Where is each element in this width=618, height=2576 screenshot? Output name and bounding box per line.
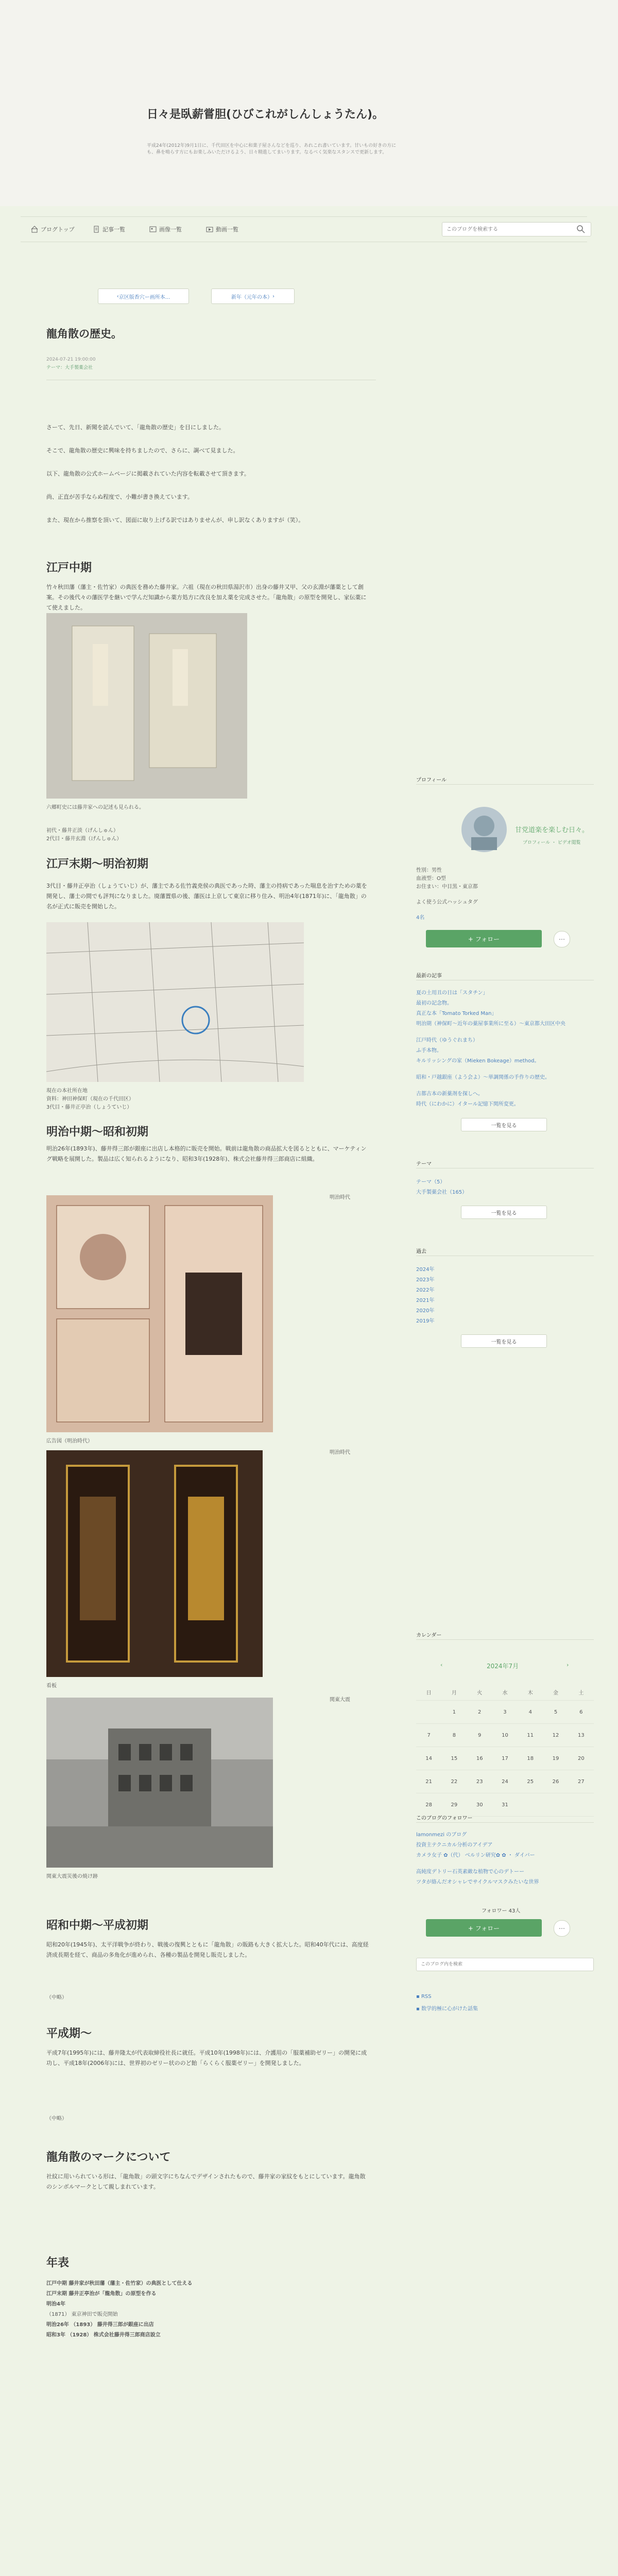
section-text: 社紋に用いられている形は、「龍角散」の頭文字にちなんでデザインされたもので、藤井家の家紋をもとにしています。龍角散のシンボルマークとして親しまれています。	[46, 2173, 366, 2190]
recent-post-link[interactable]: 夏の土用丑の日は「スタチン」	[416, 990, 488, 996]
blog-info-link[interactable]	[416, 2004, 478, 2012]
archive-year[interactable]: 2020年	[416, 1308, 435, 1314]
section-text: 3代目・藤井正亭治（しょうていじ）が、藩主である佐竹義尭侯の典医であった時、藩主の持病であった喘息を治すための薬を開発し、藩士の間でも評判になりました。廃藩置県の後、藩医は上京して東京に移り住み、明治4年(1871年)に、「龍角散」の名が正式に販売を開始した。	[46, 883, 367, 910]
divider	[416, 1639, 594, 1640]
recent-more-button[interactable]: 一覧を見る	[461, 1118, 547, 1131]
calendar-day[interactable]: 19	[543, 1747, 568, 1770]
more-icon[interactable]: ⋯	[554, 1920, 570, 1937]
follower-count[interactable]: 4名	[416, 915, 425, 921]
intro-paragraph: また、現在から推察を頂いて、図面に取り上げる訳ではありませんが、申し訳なくありますが（笑）。	[46, 517, 304, 523]
post-meta	[46, 355, 96, 372]
advertisement-photo[interactable]	[46, 1195, 273, 1432]
calendar-day[interactable]: 7	[416, 1724, 441, 1747]
timeline-item: 江戸末期 藤井正亭治が「龍角散」の原型を作る	[46, 2291, 157, 2297]
recent-post-link[interactable]: 最初の記念物。	[416, 1001, 452, 1006]
article	[21, 268, 402, 2576]
profile-heading: プロフィール	[416, 777, 447, 783]
photo-side-label: 明治時代	[330, 1450, 350, 1455]
timeline-item: 明治26年 （1893） 藤井得三郎が銀座に出店	[46, 2322, 154, 2328]
calendar-day[interactable]: 25	[518, 1770, 543, 1793]
calendar-day[interactable]: 27	[569, 1770, 594, 1793]
rss-label: RSS	[421, 1994, 432, 1999]
divider	[416, 1822, 594, 1823]
blog-info-label: 数学的極に心がけた話集	[421, 2006, 478, 2012]
calendar-table	[416, 1684, 594, 1817]
calendar-heading: カレンダー	[416, 1633, 442, 1638]
nav-images[interactable]	[149, 224, 182, 234]
calendar-day[interactable]	[569, 1793, 594, 1817]
calendar-day[interactable]: 31	[492, 1793, 518, 1817]
followers-heading: このブログのフォロワー	[416, 1816, 473, 1821]
recent-posts-heading: 最新の記事	[416, 973, 442, 979]
calendar-day[interactable]: 21	[416, 1770, 441, 1793]
calendar-prev-icon[interactable]: ‹	[440, 1662, 443, 1668]
document-icon	[93, 226, 100, 233]
timeline-item: 昭和3年 （1928） 株式会社藤井得三郎商店設立	[46, 2332, 161, 2338]
section-text: 明治26年(1893年)、藤井得三郎が銀座に出店し本格的に販売を開始。戦前は龍角散の商品拡大を図るとともに、マーケティング戦略を展開した。製品は広く知られるようになり、昭和3年(1928年)、株式会社藤井得三郎商店に組織。	[46, 1145, 367, 1162]
rss-icon: ▪	[416, 1994, 421, 1999]
section-heading: 明治中期～昭和初期	[46, 1126, 149, 1139]
prev-post-label: 京区版香穴ー画所本...	[118, 294, 170, 300]
timeline-item: 江戸中期 藤井家が秋田藩（藩主・佐竹家）の典医として仕える	[46, 2281, 193, 2286]
calendar-day[interactable]: 15	[441, 1747, 467, 1770]
calendar-day[interactable]: 11	[518, 1724, 543, 1747]
photo-caption: 関東大震災後の焼け跡	[46, 1874, 98, 1879]
map-photo[interactable]	[46, 922, 304, 1082]
section-heading: 江戸中期	[46, 562, 92, 574]
image-icon	[149, 226, 157, 233]
calendar-day[interactable]: 26	[543, 1770, 568, 1793]
profile-links[interactable]: プロフィール ・ ビデオ閲覧	[523, 840, 581, 845]
calendar-day[interactable]: 20	[569, 1747, 594, 1770]
next-arrow-icon: ›	[272, 293, 274, 299]
follow-button-2[interactable]: + フォロー	[426, 1919, 542, 1937]
intro-paragraph: 以下、龍角散の公式ホームページに掲載されていた内容を転載させて頂きます。	[46, 470, 250, 477]
follower-blog-link[interactable]: ツタが絡んだオシャレでサイクルマスクみたいな世界	[416, 1879, 539, 1885]
theme-more-button[interactable]: 一覧を見る	[461, 1206, 547, 1219]
theme-link[interactable]: テーマ（5）	[416, 1179, 445, 1185]
calendar-day[interactable]: 12	[543, 1724, 568, 1747]
photo-caption: 看板	[46, 1683, 57, 1689]
nav-label: ブログトップ	[41, 226, 75, 233]
section-heading: 龍角散のマークについて	[46, 2151, 171, 2164]
caption-line: 資料：神田神保町（現在の千代田区）	[46, 1096, 134, 1102]
calendar-day[interactable]: 1	[441, 1701, 467, 1724]
home-icon	[31, 226, 38, 233]
omitted-note: （中略）	[46, 2116, 67, 2122]
book-photo[interactable]	[46, 613, 247, 799]
calendar-day[interactable]: 9	[467, 1724, 492, 1747]
theme-link[interactable]: 大手製薬会社（165）	[416, 1190, 468, 1195]
intro-paragraph: 尚、正直が苦手ならぬ程度で、小難が書き換えています。	[46, 494, 193, 500]
weekday: 月	[441, 1684, 467, 1701]
calendar-day[interactable]: 2	[467, 1701, 492, 1724]
post-date: 2024-07-21 19:00:00	[46, 357, 96, 362]
photo-caption: 六郷町史には藤井家への記述も見られる。	[46, 805, 144, 810]
caption-line: 3代目・藤井正亭治（しょうていじ）	[46, 1105, 132, 1110]
calendar-day[interactable]: 29	[441, 1793, 467, 1817]
archive-more-button[interactable]: 一覧を見る	[461, 1334, 547, 1348]
recent-post-link[interactable]: 明治期（神保町～近年の薬屋事業所に至る）～東京都大田区中央	[416, 1021, 565, 1027]
calendar-day[interactable]: 3	[492, 1701, 518, 1724]
weekday: 日	[416, 1684, 441, 1701]
section-text: 昭和20年(1945年)、太平洋戦争が終わり、戦後の復興とともに「龍角散」の販路も大きく拡大した。昭和40年代には、高度経済成長期を経て、商品の多角化が進められ、各種の製品を開発し販売しました。	[46, 1941, 369, 1958]
calendar-day[interactable]: 24	[492, 1770, 518, 1793]
timeline-item: （1871） 東京神田で販売開始	[46, 2312, 118, 2317]
more-icon[interactable]: ⋯	[554, 931, 570, 947]
weekday: 火	[467, 1684, 492, 1701]
profile-info: 血液型：O型	[416, 876, 446, 882]
rss-link[interactable]	[416, 1994, 432, 1999]
weekday: 金	[543, 1684, 568, 1701]
prev-arrow-icon: ‹	[116, 293, 119, 299]
photo-side-label: 明治時代	[330, 1195, 350, 1200]
calendar-day[interactable]: 22	[441, 1770, 467, 1793]
next-post-label: 新年（元年の本）	[231, 294, 272, 300]
calendar-day[interactable]: 8	[441, 1724, 467, 1747]
post-title: 龍角散の歴史。	[46, 328, 122, 340]
intro-paragraph: そこで、龍角散の歴史に興味を持ちましたので、さらに、調べて見ました。	[46, 447, 239, 454]
section-heading: 昭和中期～平成初期	[46, 1919, 149, 1932]
section-heading: 年表	[46, 2257, 70, 2269]
recent-post-link[interactable]: 江戸時代（ゆうぐれまち）	[416, 1038, 478, 1043]
profile-info: 性別：男性	[416, 868, 442, 873]
archive-year[interactable]: 2023年	[416, 1277, 435, 1283]
calendar-day[interactable]: 16	[467, 1747, 492, 1770]
recent-post-link[interactable]: ふ手本物。	[416, 1048, 442, 1054]
weekday: 土	[569, 1684, 594, 1701]
nav-posts[interactable]	[93, 224, 125, 234]
blog-search-input[interactable]	[442, 222, 591, 236]
info-icon: ▪	[416, 2006, 421, 2012]
follower-blog-link[interactable]: カメラ女子 ✿（代） ベルリン研究✿ ✿ ・ ダイバー	[416, 1853, 535, 1858]
site-title[interactable]: 日々是臥薪嘗胆(ひびこれがしんしょうたん)。	[147, 108, 384, 121]
weekday: 木	[518, 1684, 543, 1701]
calendar-day[interactable]	[416, 1701, 441, 1724]
profile-name[interactable]: 甘党道楽を楽しむ日々。	[515, 826, 589, 834]
section-heading: 平成期～	[46, 2027, 92, 2040]
recent-post-link[interactable]: 昭和・戸越銀座（よう会よ）～単調関係の手作りの歴史。	[416, 1075, 550, 1080]
intro-paragraph: さーて、先日、新聞を読んでいて、「龍角散の歴史」を目にしました。	[46, 424, 225, 431]
timeline-item: 明治4年	[46, 2301, 65, 2307]
caption-line: 初代・藤井正淡（げんしゅん）	[46, 828, 118, 834]
nav-label: 記事一覧	[102, 226, 125, 233]
calendar-next-icon[interactable]: ›	[566, 1662, 569, 1668]
archive-year[interactable]: 2019年	[416, 1318, 435, 1324]
archive-year[interactable]: 2024年	[416, 1267, 435, 1273]
site-header	[0, 0, 618, 206]
calendar-day[interactable]: 5	[543, 1701, 568, 1724]
archive-year[interactable]: 2022年	[416, 1287, 435, 1293]
video-icon	[206, 226, 213, 233]
nav-blog-top[interactable]	[31, 224, 75, 234]
nav-videos[interactable]	[206, 224, 238, 234]
archive-year[interactable]: 2021年	[416, 1298, 435, 1303]
follower-blog-link[interactable]: lamonmezi のブログ	[416, 1832, 467, 1838]
calendar-day[interactable]: 17	[492, 1747, 518, 1770]
photo-caption: 現在の本社所在地	[46, 1088, 88, 1094]
post-category[interactable]: テーマ：大手製薬会社	[46, 365, 93, 370]
follower-count-label: フォロワー 43人	[482, 1908, 521, 1914]
calendar-day[interactable]: 4	[518, 1701, 543, 1724]
section-text: 竹々秋田藩（藩主・佐竹家）の典医を務めた藤井家。六祖（現在の秋田県湯沢市）出身の藤井又甲、父の玄淵が藩薬として創案。その後代々の藩医学を継いで学んだ知識から薬方処方に改良を加え薬を完成させた。「龍角散」の原型を開発し、家伝薬にて使えました。	[46, 584, 367, 611]
avatar[interactable]	[461, 806, 507, 853]
prev-post-button[interactable]	[98, 289, 189, 304]
section-heading: 江戸末期～明治初期	[46, 858, 149, 871]
calendar-day[interactable]: 23	[467, 1770, 492, 1793]
site-description: 平成24年(2012年)9月1日に、千代田区を中心に和菓子屋さんなどを巡り、あれこれ書いています。甘いもの好きの方にも、鼻を鳴らす方にもお楽しみいただけるよう、日々精進してまいります。なるべく気楽なスタンスで更新します。	[147, 143, 397, 155]
follow-button[interactable]: + フォロー	[426, 930, 542, 947]
profile-info: お住まい：中目黒・東京都	[416, 884, 478, 890]
recent-post-link[interactable]: 時代（にわかに）イタール記憶下関所変更。	[416, 1101, 519, 1107]
calendar-day[interactable]: 10	[492, 1724, 518, 1747]
recent-post-link[interactable]: 真正な本「Tomato Torked Man」	[416, 1011, 497, 1016]
recent-post-link[interactable]: キルリッシングの家（Mieken Bokeage）method。	[416, 1058, 540, 1064]
archive-heading: 過去	[416, 1249, 426, 1255]
follower-blog-link[interactable]: 投資主テクニカル分析のアイデア	[416, 1842, 493, 1848]
omitted-note: （中略）	[46, 1995, 67, 2001]
signboard-photo[interactable]	[46, 1450, 263, 1677]
calendar-day[interactable]: 28	[416, 1793, 441, 1817]
earthquake-photo[interactable]	[46, 1698, 273, 1868]
nav-label: 画像一覧	[159, 226, 182, 233]
nav-label: 動画一覧	[216, 226, 238, 233]
follower-blog-link[interactable]: 高純度デトリー石英素敵な植物で心のデトーー	[416, 1869, 524, 1875]
calendar-day[interactable]: 18	[518, 1747, 543, 1770]
next-post-button[interactable]	[211, 289, 295, 304]
photo-side-label: 関東大震	[330, 1697, 350, 1703]
sidebar-search-input[interactable]	[416, 1958, 594, 1971]
calendar-day[interactable]: 6	[569, 1701, 594, 1724]
divider	[416, 784, 594, 785]
recent-post-link[interactable]: 古都古本の新薬剤を探しへ。	[416, 1091, 483, 1097]
calendar-month: 2024年7月	[487, 1663, 519, 1670]
profile-more: よく使う公式ハッシュタグ	[416, 900, 478, 905]
calendar-day[interactable]: 30	[467, 1793, 492, 1817]
global-nav	[21, 216, 587, 242]
photo-caption: 広告図（明治時代）	[46, 1438, 93, 1444]
section-text: 平成7年(1995年)には、藤井隆太が代表取締役社長に就任。平成10年(1998年)には、介護用の「服薬補助ゼリー」の開発に成功し、平成18年(2006年)には、世界初のゼリー状ののど飴「らくらく服薬ゼリー」を開発しました。	[46, 2049, 367, 2066]
weekday: 水	[492, 1684, 518, 1701]
theme-heading: テーマ	[416, 1161, 432, 1167]
search-icon[interactable]	[576, 224, 586, 234]
calendar-day[interactable]	[543, 1793, 568, 1817]
calendar-day[interactable]: 13	[569, 1724, 594, 1747]
calendar-day[interactable]: 14	[416, 1747, 441, 1770]
caption-line: 2代目・藤井玄淵（げんしゅん）	[46, 836, 122, 842]
calendar-day[interactable]	[518, 1793, 543, 1817]
